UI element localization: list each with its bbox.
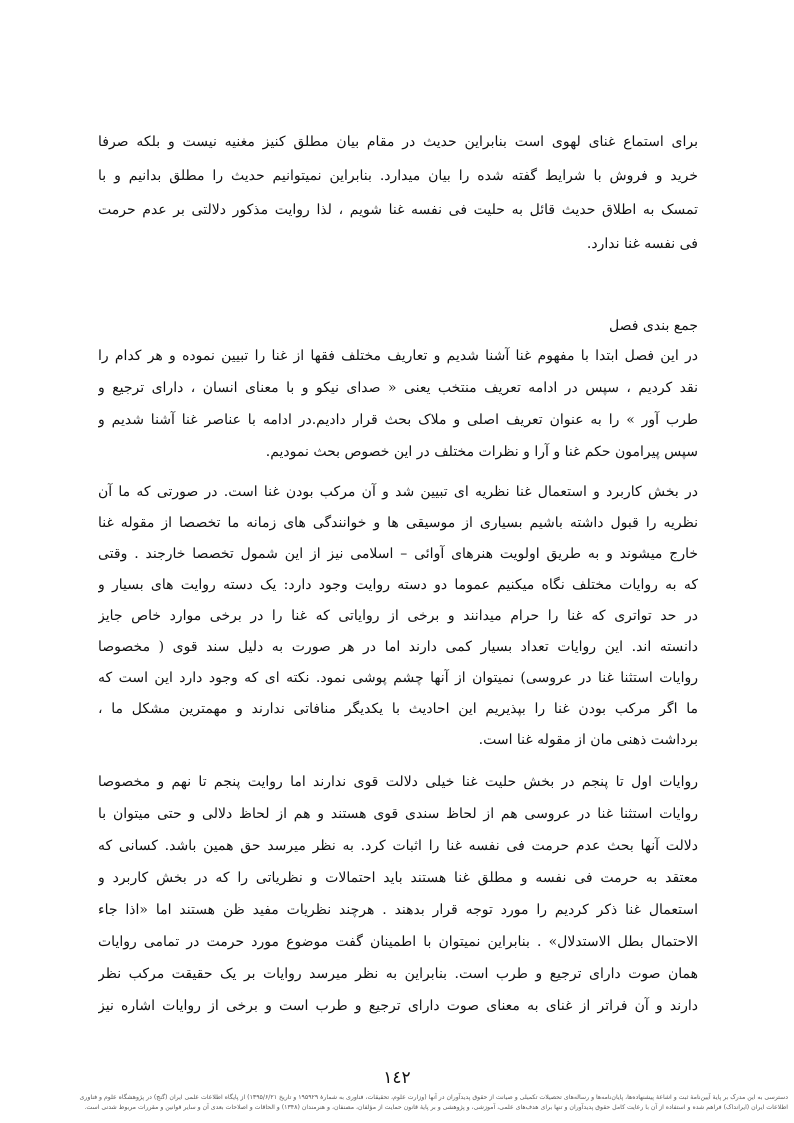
text-line: معتقد به حرمت فی نفسه و مطلق غنا هستند باید احتمالات و نظریاتی را که در بخش کاربرد و [98,870,698,886]
copyright-footer [6,1093,788,1113]
text-line: تمسک به اطلاق حدیث قائل به حلیت فی نفسه غنا شویم ، لذا روایت مذکور دلالتی بر عدم حرمت [98,202,698,218]
text-line: روایات اول تا پنجم در بخش حلیت غنا خیلی دلالت قوی ندارند اما روایت پنجم تا نهم و مخصوصا [98,774,698,790]
text-line: خارج میشوند و به طریق اولویت هنرهای آوائی – اسلامی نیز از این شمول تخصصا خارجند . وقتی [98,546,698,562]
text-line: دارند و آن فراتر از غنای به معنای صوت دارای ترجیع و طرب است و برخی از روایات اشاره نیز [98,998,698,1014]
text-line: در این فصل ابتدا با مفهوم غنا آشنا شدیم و تعاریف مختلف فقها از غنا را تبیین نموده و هر کدام را [98,348,698,364]
paragraph-2 [98,344,698,464]
text-line: دانسته اند. این روایات تعداد بسیار کمی دارند اما در هر صورت به دلیل سند قوی ( مخصوصا [98,639,698,655]
section-heading-text: جمع بندی فصل [609,318,698,334]
paragraph-3 [98,480,698,752]
section-heading [98,314,698,338]
text-line: روایات استثنا غنا در عروسی) نمیتوان از آنها چشم پوشی نمود. نکته ای که وجود دارد این است که [98,670,698,686]
text-line: برداشت ذهنی مان از مقوله غنا است. [478,732,698,748]
text-line: در حد تواتری که غنا را حرام میدانند و برخی از روایاتی که غنا را در برخی موارد خاص جایز [98,608,698,624]
text-line: ما اگر مرکب بودن غنا را بپذیریم این احادیث با یکدیگر منافاتی ندارند و مهمترین مشکل ما ، [98,701,698,717]
text-line: که به روایات مختلف نگاه میکنیم عموما دو دسته روایت وجود دارد: یک دسته روایت های بسیار و [98,577,698,593]
text-line: طرب آور » را به عنوان تعریف اصلی و ملاک بحث قرار دادیم.در ادامه با عناصر غنا آشنا شدیم و [98,412,698,428]
text-line: همان صوت دارای ترجیع و طرب است. بنابراین به نظر میرسد روایات بر یک حقیقت مرکب نظر [98,966,698,982]
paragraph-4 [98,770,698,1018]
text-line: نظریه را قبول داشته باشیم بسیاری از موسیقی ها و خوانندگی های زمانه ما تخصصا از مقوله غنا [98,515,698,531]
text-line: استعمال غنا ذکر کردیم را مورد توجه قرار بدهند . هرچند نظریات مفید ظن هستند اما «اذا جاء [98,902,698,918]
text-line: روایات استثنا غنا در عروسی هم از لحاظ سندی قوی هستند و هم از لحاظ دلالی و حتی میتوان با [98,806,698,822]
text-line: در بخش کاربرد و استعمال غنا نظریه ای تبیین شد و آن مرکب بودن غنا است. در صورتی که ما آن [98,484,698,500]
text-line: سپس پیرامون حکم غنا و آرا و نظرات مختلف در این خصوص بحث نمودیم. [265,444,698,460]
footer-line: دسترسی به این مدرک بر پایهٔ آیین‌نامهٔ ثبت و اشاعهٔ پیشنهاده‌ها، پایان‌نامه‌ها و رساله‌های تحصیلات تکمیلی و صیانت از حقوق پدیدآوران در آنها (وزارت علوم، تحقیقات، فناوری به شمارهٔ ۱۹۵۹۲۹ و تاریخ ۱۳۹۵/۶/۲۱) از پایگاه اطلاعات علمی ایران (گنج) در پژوهشگاه علوم و فناوری [79,1094,788,1101]
text-line: برای استماع غنای لهوی است بنابراین حدیث در مقام بیان مطلق کنیز مغنیه نیست و بلکه صرفا [98,134,698,150]
text-line: فی نفسه غنا ندارد. [586,236,698,252]
footer-line: اطلاعات ایران (ایرانداک) فراهم شده و استفاده از آن با رعایت کامل حقوق پدیدآوران و تنها برای هدف‌های علمی، آموزشی، و پژوهشی و بر پایهٔ قانون حمایت از مؤلفان، مصنفان، و هنرمندان (۱۳۴۸) و الحاقات و اصلاحات بعدی آن و سایر قوانین و مقررات مربوط شدنی است. [84,1104,788,1111]
text-line: خرید و فروش با شرایط گفته شده را بیان میدارد. بنابراین نمیتوانیم حدیث را مطلق بدانیم و با [98,168,698,184]
text-line: الاحتمال بطل الاستدلال» . بنابراین نمیتوان با اطمینان گفت موضوع مورد حرمت در تمامی روایات [98,934,698,950]
text-line: دلالت آنها بحث عدم حرمت فی نفسه غنا را اثبات کرد. به نظر میرسد حق همین باشد. کسانی که [98,838,698,854]
paragraph-1 [98,130,698,256]
page-number: ١٤٢ [383,1068,411,1088]
text-line: نقد کردیم ، سپس در ادامه تعریف منتخب یعنی « صدای نیکو و با معنای انسان ، دارای ترجیع و [98,380,698,396]
